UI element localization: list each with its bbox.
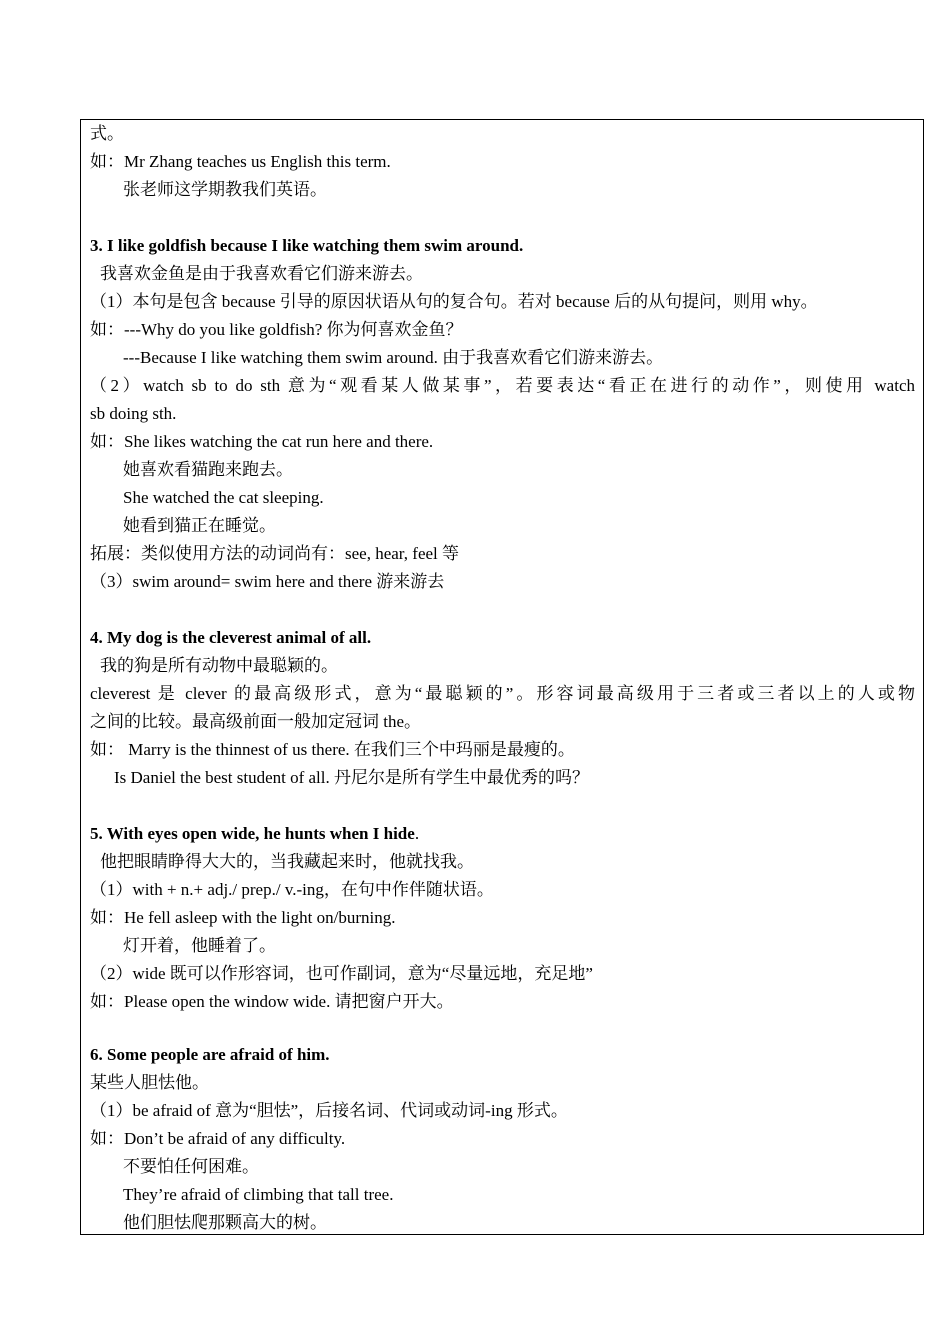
text-line: （1）本句是包含 because 引导的原因状语从句的复合句。若对 because 后的从句提问，则用 why。	[90, 292, 818, 311]
example-line: She watched the cat sleeping.	[123, 488, 324, 507]
text-line: 之间的比较。最高级前面一般加定冠词 the。	[90, 712, 422, 731]
example-line: 如：Please open the window wide. 请把窗户开大。	[90, 992, 454, 1011]
heading-5-period: .	[414, 824, 420, 843]
example-line: 如：Don’t be afraid of any difficulty.	[90, 1129, 346, 1148]
example-line: Is Daniel the best student of all. 丹尼尔是所有学生中最优秀的吗？	[114, 768, 590, 787]
text-line: （1）be afraid of 意为“胆怯”，后接名词、代词或动词-ing 形式。	[90, 1101, 568, 1120]
heading-6: 6. Some people are afraid of him.	[90, 1045, 330, 1064]
translation-line: 他们胆怯爬那颗高大的树。	[123, 1213, 327, 1232]
example-line: 如：---Why do you like goldfish? 你为何喜欢金鱼？	[90, 320, 463, 339]
text-line: （2）wide 既可以作形容词，也可作副词，意为“尽量远地，充足地”	[90, 964, 593, 983]
example-line: 如：Mr Zhang teaches us English this term.	[90, 152, 391, 171]
text-line: （3）swim around= swim here and there 游来游去	[90, 572, 445, 591]
translation-line: 灯开着，他睡着了。	[123, 936, 276, 955]
text-line: （1）with + n.+ adj./ prep./ v.-ing，在句中作伴随状语。	[90, 880, 494, 899]
heading-4: 4. My dog is the cleverest animal of all.	[90, 628, 372, 647]
text-line: 拓展：类似使用方法的动词尚有：see, hear, feel 等	[90, 544, 460, 563]
text-line: cleverest 是 clever 的最高级形式，意为“最聪颖的”。形容词最高级用于三者或三者以上的人或物	[90, 684, 915, 703]
example-line: 如：She likes watching the cat run here and there.	[90, 432, 434, 451]
translation-line: 她看到猫正在睡觉。	[123, 516, 276, 535]
example-line: ---Because I like watching them swim around. 由于我喜欢看它们游来游去。	[123, 348, 664, 367]
example-line: They’re afraid of climbing that tall tree.	[123, 1185, 394, 1204]
content-box	[80, 119, 924, 1235]
translation-line: 我的狗是所有动物中最聪颖的。	[100, 656, 338, 675]
text-line: 式。	[90, 124, 124, 143]
translation-line: 张老师这学期教我们英语。	[123, 180, 327, 199]
text-line: sb doing sth.	[90, 404, 177, 423]
text-line: （2）watch sb to do sth 意为“观看某人做某事”，若要表达“看正在进行的动作”，则使用 watch	[90, 376, 915, 395]
translation-line: 她喜欢看猫跑来跑去。	[123, 460, 293, 479]
example-line: 如：He fell asleep with the light on/burning.	[90, 908, 396, 927]
translation-line: 他把眼睛睁得大大的，当我藏起来时，他就找我。	[100, 852, 474, 871]
heading-5	[90, 820, 915, 848]
translation-line: 不要怕任何困难。	[123, 1157, 259, 1176]
heading-3: 3. I like goldfish because I like watching them swim around.	[90, 236, 524, 255]
heading-5-text: 5. With eyes open wide, he hunts when I hide	[90, 824, 415, 843]
translation-line: 某些人胆怯他。	[90, 1073, 209, 1092]
translation-line: 我喜欢金鱼是由于我喜欢看它们游来游去。	[100, 264, 423, 283]
example-line: 如： Marry is the thinnest of us there. 在我们三个中玛丽是最瘦的。	[90, 740, 575, 759]
